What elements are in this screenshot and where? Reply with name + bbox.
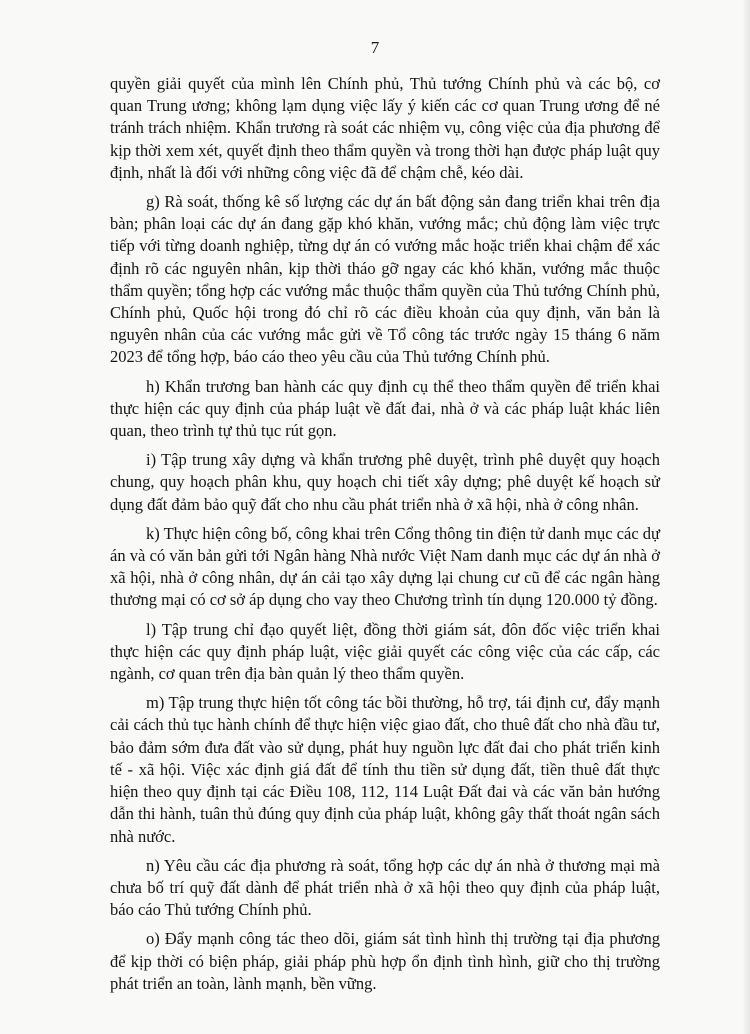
paragraph-i: i) Tập trung xây dựng và khẩn trương phê duyệt, trình phê duyệt quy hoạch chung, quy hoạch phân khu, quy hoạch chi tiết xây dựng; phê duyệt kế hoạch sử dụng đất đảm bảo quỹ đất cho nhu cầu phát triển nhà ở xã hội, nhà ở công nhân. <box>110 450 660 514</box>
page-number: 7 <box>370 38 380 57</box>
document-body <box>110 73 660 1002</box>
paragraph-k: k) Thực hiện công bố, công khai trên Cổng thông tin điện tử danh mục các dự án và có văn bản gửi tới Ngân hàng Nhà nước Việt Nam danh mục các dự án nhà ở xã hội, nhà ở công nhân, dự án cải tạo xây dựng lại chung cư cũ để các ngân hàng thương mại có cơ sở áp dụng cho vay theo Chương trình tín dụng 120.000 tỷ đồng. <box>110 523 660 610</box>
paragraph-n: n) Yêu cầu các địa phương rà soát, tổng hợp các dự án nhà ở thương mại mà chưa bố trí quỹ đất dành để phát triển nhà ở xã hội theo quy định của pháp luật, báo cáo Thủ tướng Chính phủ. <box>110 855 660 920</box>
paragraph-g: g) Rà soát, thống kê số lượng các dự án bất động sản đang triển khai trên địa bàn; phân loại các dự án đang gặp khó khăn, vướng mắc; chủ động làm việc trực tiếp với từng doanh nghiệp, từng dự án có vướng mắc hoặc triển khai chậm để xác định rõ các nguyên nhân, kịp thời tháo gỡ ngay các khó khăn, vướng mắc thuộc thẩm quyền; tổng hợp các vướng mắc thuộc thẩm quyền của Thủ tướng Chính phủ, Chính phủ, Quốc hội trong đó chỉ rõ các điều khoản của quy định, văn bản là nguyên nhân của các vướng mắc gửi về Tổ công tác trước ngày 15 tháng 6 năm 2023 để tổng hợp, báo cáo theo yêu cầu của Thủ tướng Chính phủ. <box>110 192 660 367</box>
paragraph-l: l) Tập trung chỉ đạo quyết liệt, đồng thời giám sát, đôn đốc việc triển khai thực hiện các quy định pháp luật, việc giải quyết các công việc của các cấp, các ngành, cơ quan trên địa bàn quản lý theo thẩm quyền. <box>110 619 660 684</box>
page-edge-shadow <box>742 0 750 1034</box>
paragraph-h: h) Khẩn trương ban hành các quy định cụ thể theo thẩm quyền để triển khai thực hiện các quy định của pháp luật về đất đai, nhà ở và các pháp luật khác liên quan, theo trình tự thủ tục rút gọn. <box>110 376 660 441</box>
paragraph-m: m) Tập trung thực hiện tốt công tác bồi thường, hỗ trợ, tái định cư, đẩy mạnh cải cách thủ tục hành chính để thực hiện việc giao đất, cho thuê đất cho nhà đầu tư, bảo đảm sớm đưa đất vào sử dụng, phát huy nguồn lực đất đai cho phát triển kinh tế - xã hội. Việc xác định giá đất để tính thu tiền sử dụng đất, tiền thuê đất thực hiện theo quy định tại các Điều 108, 112, 114 Luật Đất đai và các văn bản hướng dẫn thi hành, tuân thủ đúng quy định của pháp luật, không gây thất thoát ngân sách nhà nước. <box>110 693 660 846</box>
paragraph-o: o) Đẩy mạnh công tác theo dõi, giám sát tình hình thị trường tại địa phương để kịp thời có biện pháp, giải pháp phù hợp ổn định tình hình, giữ cho thị trường phát triển an toàn, lành mạnh, bền vững. <box>110 929 660 993</box>
paragraph-continuation: quyền giải quyết của mình lên Chính phủ, Thủ tướng Chính phủ và các bộ, cơ quan Trung ương; không lạm dụng việc lấy ý kiến các cơ quan Trung ương để né tránh trách nhiệm. Khẩn trương rà soát các nhiệm vụ, công việc của địa phương để kịp thời xem xét, quyết định theo thẩm quyền và trong thời hạn được pháp luật quy định, nhất là đối với những công việc đã để chậm chễ, kéo dài. <box>110 74 660 182</box>
